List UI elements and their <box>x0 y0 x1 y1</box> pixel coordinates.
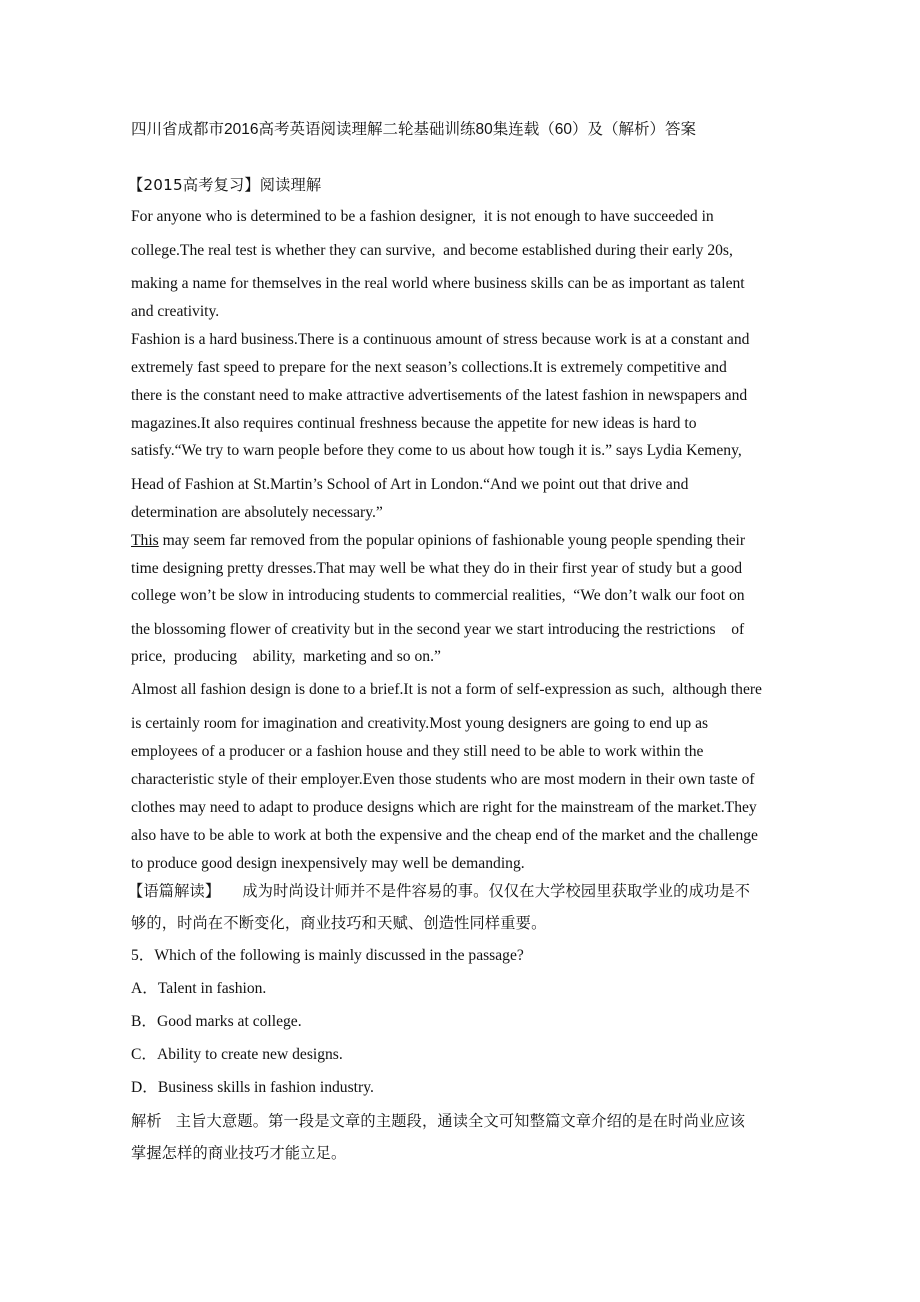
passage-p4-line-4: characteristic style of their employer.Even those students who are most modern in their own taste of <box>131 771 755 788</box>
passage-p2-line-5: satisfy.“We try to warn people before they come to us about how tough it is.” says Lydia Kemeny, <box>131 442 742 459</box>
passage-p2-line-6: Head of Fashion at St.Martin’s School of Art in London.“And we point out that drive and <box>131 476 689 493</box>
analysis-line-2: 掌握怎样的商业技巧才能立足。 <box>131 1144 347 1162</box>
option-d-letter: D． <box>131 1079 158 1096</box>
passage-p1-line-2: college.The real test is whether they can survive, and become established during their early 20s, <box>131 242 733 259</box>
passage-p4-line-3: employees of a producer or a fashion house and they still need to be able to work within the <box>131 743 704 760</box>
option-c-letter: C． <box>131 1046 157 1063</box>
option-b[interactable] <box>131 1012 302 1032</box>
question-5 <box>131 946 524 966</box>
interpretation-line-2: 够的，时尚在不断变化，商业技巧和天赋、创造性同样重要。 <box>131 914 547 932</box>
question-number: 5． <box>131 947 155 964</box>
option-a-text: Talent in fashion. <box>157 980 267 997</box>
option-b-text: Good marks at college. <box>157 1013 302 1030</box>
option-b-letter: B． <box>131 1013 157 1030</box>
interpretation-text-1: 成为时尚设计师并不是件容易的事。仅仅在大学校园里获取学业的成功是不 <box>242 882 751 900</box>
passage-p3-line-4: the blossoming flower of creativity but in the second year we start introducing the restrictions of <box>131 621 745 638</box>
document-title: 四川省成都市2016高考英语阅读理解二轮基础训练80集连载（60）及（解析）答案 <box>131 121 696 138</box>
option-c[interactable] <box>131 1045 343 1065</box>
passage-p2-line-3: there is the constant need to make attractive advertisements of the latest fashion in newspapers and <box>131 387 748 404</box>
passage-p2-line-4: magazines.It also requires continual freshness because the appetite for new ideas is hard to <box>131 415 697 432</box>
passage-p3-line-2: time designing pretty dresses.That may well be what they do in their first year of study but a good <box>131 560 743 577</box>
passage-p3-line-5: price, producing ability, marketing and so on.” <box>131 648 441 665</box>
analysis-text-1: 主旨大意题。第一段是文章的主题段，通读全文可知整篇文章介绍的是在时尚业应该 <box>175 1112 746 1130</box>
passage-p4-line-7: to produce good design inexpensively may well be demanding. <box>131 855 525 872</box>
passage-p3-line-3: college won’t be slow in introducing students to commercial realities, “We don’t walk our foot on <box>131 587 745 604</box>
passage-p1-line-4: and creativity. <box>131 303 220 320</box>
passage-p3-line-1-rest: may seem far removed from the popular opinions of fashionable young people spending their <box>158 532 746 549</box>
passage-p3-line-1 <box>131 531 745 551</box>
passage-p1-line-1: For anyone who is determined to be a fashion designer, it is not enough to have succeeded in <box>131 208 714 225</box>
analysis-line-1 <box>131 1111 745 1131</box>
passage-p4-line-6: also have to be able to work at both the expensive and the cheap end of the market and the challenge <box>131 827 758 844</box>
passage-p4-line-2: is certainly room for imagination and creativity.Most young designers are going to end up as <box>131 715 709 732</box>
option-a[interactable] <box>131 979 266 999</box>
section-heading: 【2015高考复习】阅读理解 <box>128 176 322 194</box>
option-c-text: Ability to create new designs. <box>157 1046 343 1063</box>
option-d[interactable] <box>131 1078 374 1098</box>
question-text: Which of the following is mainly discussed in the passage? <box>154 947 524 964</box>
underlined-word: This <box>131 532 159 549</box>
option-a-letter: A． <box>131 980 158 997</box>
passage-p4-line-5: clothes may need to adapt to produce designs which are right for the mainstream of the market.They <box>131 799 757 816</box>
analysis-label: 解析 <box>131 1112 162 1130</box>
passage-p4-line-1: Almost all fashion design is done to a brief.It is not a form of self-expression as such, although there <box>131 681 762 698</box>
option-d-text: Business skills in fashion industry. <box>157 1079 374 1096</box>
passage-p2-line-1: Fashion is a hard business.There is a continuous amount of stress because work is at a constant and <box>131 331 750 348</box>
passage-p2-line-2: extremely fast speed to prepare for the next season’s collections.It is extremely competitive and <box>131 359 727 376</box>
interpretation-label: 【语篇解读】 <box>128 882 221 900</box>
passage-p2-line-7: determination are absolutely necessary.” <box>131 504 383 521</box>
passage-p1-line-3: making a name for themselves in the real world where business skills can be as important as talent <box>131 275 745 292</box>
interpretation-line-1 <box>128 881 750 901</box>
